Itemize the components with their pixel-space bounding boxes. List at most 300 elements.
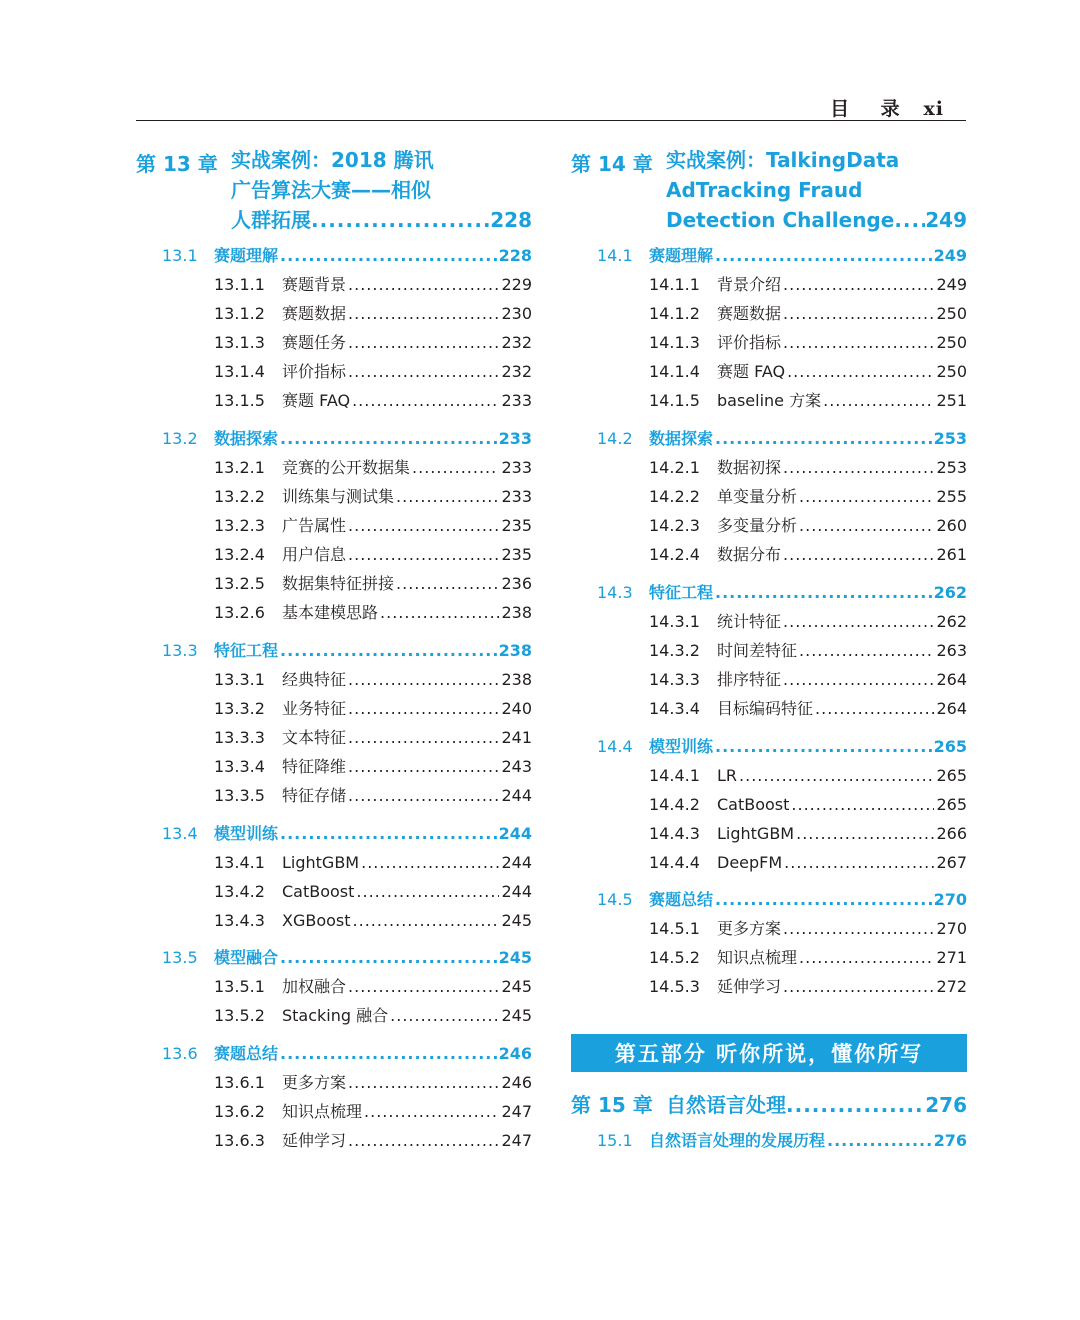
section-title: 特征工程 — [649, 583, 714, 602]
subsection-title: baseline 方案 — [717, 391, 822, 410]
chapter-page: 276 — [925, 1093, 967, 1117]
subsection-page: 238 — [501, 670, 532, 689]
leader-dots — [348, 359, 499, 385]
leader-dots — [348, 513, 499, 539]
toc-subsection[interactable] — [214, 974, 532, 1000]
part-five-banner[interactable]: 第五部分 听你所说，懂你所写 — [571, 1034, 967, 1072]
subsection-number: 14.4.4 — [649, 853, 700, 872]
subsection-page: 229 — [501, 275, 532, 294]
leader-dots — [783, 272, 934, 298]
toc-subsection[interactable] — [214, 542, 532, 568]
subsection-title: 知识点梳理 — [717, 948, 798, 967]
section-page: 276 — [933, 1131, 967, 1150]
toc-section[interactable] — [162, 638, 532, 664]
subsection-number: 14.2.1 — [649, 458, 700, 477]
subsection-page: 245 — [501, 911, 532, 930]
subsection-number: 13.1.2 — [214, 304, 265, 323]
toc-subsection[interactable] — [214, 388, 532, 414]
subsection-page: 250 — [936, 333, 967, 352]
toc-subsection[interactable] — [214, 879, 532, 905]
subsection-page: 270 — [936, 919, 967, 938]
section-title: 模型融合 — [214, 948, 279, 967]
subsection-number: 13.4.1 — [214, 853, 265, 872]
toc-subsection[interactable] — [214, 783, 532, 809]
section-title: 自然语言处理的发展历程 — [649, 1131, 826, 1150]
toc-subsection[interactable] — [214, 513, 532, 539]
toc-subsection[interactable] — [649, 945, 967, 971]
toc-section[interactable] — [597, 887, 967, 913]
subsection-number: 13.6.2 — [214, 1102, 265, 1121]
leader-dots — [715, 426, 932, 452]
subsection-title: 赛题数据 — [282, 304, 347, 323]
section-number: 14.1 — [597, 246, 633, 265]
leader-dots — [311, 205, 490, 235]
leader-dots — [412, 455, 499, 481]
leader-dots — [348, 1128, 499, 1154]
leader-dots — [796, 821, 934, 847]
subsection-number: 13.5.2 — [214, 1006, 265, 1025]
leader-dots — [380, 600, 499, 626]
subsection-title: 赛题任务 — [282, 333, 347, 352]
subsection-number: 14.3.3 — [649, 670, 700, 689]
subsection-title: LR — [717, 766, 738, 785]
leader-dots — [783, 974, 934, 1000]
subsection-number: 13.3.1 — [214, 670, 265, 689]
section-number: 13.4 — [162, 824, 198, 843]
leader-dots — [784, 850, 934, 876]
leader-dots — [396, 571, 499, 597]
toc-section[interactable] — [597, 734, 967, 760]
toc-subsection[interactable] — [214, 600, 532, 626]
subsection-number: 14.5.3 — [649, 977, 700, 996]
subsection-title: 背景介绍 — [717, 275, 782, 294]
subsection-page: 264 — [936, 699, 967, 718]
subsection-page: 232 — [501, 333, 532, 352]
toc-subsection[interactable] — [214, 571, 532, 597]
chapter-15-heading[interactable] — [571, 1090, 967, 1120]
subsection-number: 13.3.3 — [214, 728, 265, 747]
leader-dots — [783, 455, 934, 481]
chapter-number: 第 13 章 — [136, 152, 218, 176]
subsection-title: 广告属性 — [282, 516, 347, 535]
leader-dots — [786, 1090, 925, 1120]
toc-subsection[interactable] — [214, 484, 532, 510]
toc-subsection[interactable] — [649, 696, 967, 722]
subsection-number: 14.3.4 — [649, 699, 700, 718]
subsection-title: LightGBM — [282, 853, 360, 872]
subsection-number: 13.1.3 — [214, 333, 265, 352]
leader-dots — [356, 879, 499, 905]
section-title: 赛题理解 — [214, 246, 279, 265]
subsection-title: 赛题 FAQ — [282, 391, 351, 410]
subsection-page: 245 — [501, 1006, 532, 1025]
subsection-page: 247 — [501, 1102, 532, 1121]
subsection-title: 加权融合 — [282, 977, 347, 996]
leader-dots — [715, 734, 932, 760]
toc-subsection[interactable] — [649, 359, 967, 385]
section-number: 14.3 — [597, 583, 633, 602]
chapter-title-line: 广告算法大赛——相似 — [231, 178, 431, 202]
section-number: 13.3 — [162, 641, 198, 660]
subsection-title: 单变量分析 — [717, 487, 798, 506]
section-page: 244 — [498, 824, 532, 843]
subsection-title: 时间差特征 — [717, 641, 798, 660]
chapter-page: 228 — [490, 208, 532, 232]
section-number: 15.1 — [597, 1131, 633, 1150]
leader-dots — [894, 205, 925, 235]
subsection-number: 14.4.1 — [649, 766, 700, 785]
subsection-page: 238 — [501, 603, 532, 622]
subsection-number: 13.2.5 — [214, 574, 265, 593]
toc-subsection[interactable] — [649, 850, 967, 876]
subsection-title: 更多方案 — [282, 1073, 347, 1092]
subsection-number: 14.3.1 — [649, 612, 700, 631]
subsection-title: 数据分布 — [717, 545, 782, 564]
subsection-title: 知识点梳理 — [282, 1102, 363, 1121]
subsection-page: 236 — [501, 574, 532, 593]
toc-section[interactable] — [597, 243, 967, 269]
subsection-number: 14.5.2 — [649, 948, 700, 967]
subsection-title: 赛题 FAQ — [717, 362, 786, 381]
section-title: 赛题总结 — [649, 890, 714, 909]
subsection-page: 251 — [936, 391, 967, 410]
leader-dots — [799, 945, 934, 971]
chapter-13-heading[interactable] — [136, 143, 532, 239]
leader-dots — [715, 887, 932, 913]
subsection-number: 13.4.3 — [214, 911, 265, 930]
toc-subsection[interactable] — [214, 725, 532, 751]
section-number: 13.6 — [162, 1044, 198, 1063]
chapter-title-line — [231, 205, 532, 235]
toc-section[interactable] — [162, 945, 532, 971]
chapter-title-line: AdTracking Fraud — [666, 178, 863, 202]
section-number: 14.4 — [597, 737, 633, 756]
toc-section[interactable] — [597, 580, 967, 606]
page-header — [136, 92, 966, 121]
leader-dots — [364, 1099, 499, 1125]
toc-subsection[interactable] — [649, 301, 967, 327]
toc-subsection[interactable] — [214, 908, 532, 934]
toc-subsection[interactable] — [214, 1099, 532, 1125]
subsection-page: 250 — [936, 362, 967, 381]
subsection-title: 数据集特征拼接 — [282, 574, 395, 593]
leader-dots — [348, 272, 499, 298]
subsection-title: 数据初探 — [717, 458, 782, 477]
leader-dots — [348, 696, 499, 722]
subsection-page: 272 — [936, 977, 967, 996]
subsection-title: 赛题数据 — [717, 304, 782, 323]
section-number: 13.5 — [162, 948, 198, 967]
toc-section[interactable] — [162, 1041, 532, 1067]
subsection-number: 13.3.4 — [214, 757, 265, 776]
subsection-title: 用户信息 — [282, 545, 347, 564]
subsection-title: 特征降维 — [282, 757, 347, 776]
subsection-number: 14.1.1 — [649, 275, 700, 294]
subsection-page: 244 — [501, 853, 532, 872]
leader-dots — [783, 916, 934, 942]
leader-dots — [396, 484, 499, 510]
subsection-title: 评价指标 — [717, 333, 782, 352]
toc-subsection[interactable] — [649, 821, 967, 847]
toc-subsection[interactable] — [214, 1003, 532, 1029]
chapter-title-line: 实战案例：2018 腾讯 — [231, 148, 434, 172]
subsection-page: 233 — [501, 487, 532, 506]
subsection-title: LightGBM — [717, 824, 795, 843]
section-page: 270 — [933, 890, 967, 909]
section-page: 246 — [498, 1044, 532, 1063]
subsection-number: 13.2.1 — [214, 458, 265, 477]
subsection-page: 263 — [936, 641, 967, 660]
subsection-page: 265 — [936, 795, 967, 814]
section-title: 数据探索 — [214, 429, 279, 448]
subsection-number: 14.3.2 — [649, 641, 700, 660]
toc-section[interactable] — [162, 243, 532, 269]
toc-section[interactable] — [162, 821, 532, 847]
toc-subsection[interactable] — [649, 542, 967, 568]
chapter-14-heading[interactable] — [571, 143, 967, 239]
leader-dots — [715, 243, 932, 269]
subsection-number: 13.3.2 — [214, 699, 265, 718]
toc-subsection[interactable] — [214, 696, 532, 722]
subsection-number: 14.4.3 — [649, 824, 700, 843]
chapter-title-text: Detection Challenge — [666, 208, 895, 232]
subsection-page: 271 — [936, 948, 967, 967]
section-title: 数据探索 — [649, 429, 714, 448]
leader-dots — [791, 792, 934, 818]
section-page: 233 — [498, 429, 532, 448]
subsection-page: 264 — [936, 670, 967, 689]
section-number: 13.2 — [162, 429, 198, 448]
subsection-title: 统计特征 — [717, 612, 782, 631]
subsection-number: 13.2.2 — [214, 487, 265, 506]
subsection-number: 14.1.3 — [649, 333, 700, 352]
subsection-number: 14.1.5 — [649, 391, 700, 410]
chapter-number: 第 14 章 — [571, 152, 653, 176]
subsection-page: 253 — [936, 458, 967, 477]
subsection-number: 13.4.2 — [214, 882, 265, 901]
subsection-page: 232 — [501, 362, 532, 381]
toc-subsection[interactable] — [649, 638, 967, 664]
leader-dots — [280, 945, 497, 971]
chapter-title-line: 实战案例：TalkingData — [666, 148, 900, 172]
toc-section[interactable] — [162, 426, 532, 452]
toc-subsection[interactable] — [214, 850, 532, 876]
subsection-title: DeepFM — [717, 853, 783, 872]
subsection-number: 13.1.5 — [214, 391, 265, 410]
leader-dots — [783, 609, 934, 635]
subsection-title: 文本特征 — [282, 728, 347, 747]
toc-subsection[interactable] — [649, 272, 967, 298]
section-title: 模型训练 — [649, 737, 714, 756]
leader-dots — [827, 1128, 932, 1154]
toc-subsection[interactable] — [649, 330, 967, 356]
subsection-page: 243 — [501, 757, 532, 776]
subsection-title: 赛题背景 — [282, 275, 347, 294]
leader-dots — [353, 908, 500, 934]
leader-dots — [280, 243, 497, 269]
chapter-page: 249 — [925, 208, 967, 232]
toc-subsection[interactable] — [214, 272, 532, 298]
toc-subsection[interactable] — [214, 330, 532, 356]
subsection-page: 255 — [936, 487, 967, 506]
toc-subsection[interactable] — [214, 1070, 532, 1096]
leader-dots — [348, 754, 499, 780]
subsection-number: 14.1.2 — [649, 304, 700, 323]
toc-subsection[interactable] — [214, 359, 532, 385]
toc-subsection[interactable] — [649, 455, 967, 481]
subsection-page: 267 — [936, 853, 967, 872]
leader-dots — [823, 388, 934, 414]
toc-subsection[interactable] — [214, 455, 532, 481]
leader-dots — [783, 301, 934, 327]
leader-dots — [280, 426, 497, 452]
subsection-page: 262 — [936, 612, 967, 631]
subsection-page: 244 — [501, 882, 532, 901]
subsection-number: 14.2.4 — [649, 545, 700, 564]
subsection-title: 特征存储 — [282, 786, 347, 805]
toc-section[interactable] — [597, 426, 967, 452]
toc-section[interactable] — [597, 1128, 967, 1154]
subsection-page: 247 — [501, 1131, 532, 1150]
subsection-title: 更多方案 — [717, 919, 782, 938]
subsection-title: 训练集与测试集 — [282, 487, 395, 506]
subsection-number: 14.1.4 — [649, 362, 700, 381]
leader-dots — [280, 1041, 497, 1067]
toc-subsection[interactable] — [649, 792, 967, 818]
section-page: 228 — [498, 246, 532, 265]
subsection-number: 14.5.1 — [649, 919, 700, 938]
leader-dots — [352, 388, 499, 414]
subsection-number: 13.2.6 — [214, 603, 265, 622]
subsection-page: 235 — [501, 545, 532, 564]
leader-dots — [348, 667, 499, 693]
subsection-title: 排序特征 — [717, 670, 782, 689]
subsection-number: 13.1.1 — [214, 275, 265, 294]
subsection-page: 260 — [936, 516, 967, 535]
toc-subsection[interactable] — [649, 916, 967, 942]
subsection-page: 233 — [501, 391, 532, 410]
subsection-title: 业务特征 — [282, 699, 347, 718]
leader-dots — [280, 821, 497, 847]
subsection-page: 265 — [936, 766, 967, 785]
section-title: 赛题总结 — [214, 1044, 279, 1063]
subsection-page: 235 — [501, 516, 532, 535]
section-number: 13.1 — [162, 246, 198, 265]
subsection-number: 14.2.3 — [649, 516, 700, 535]
leader-dots — [348, 301, 499, 327]
leader-dots — [280, 638, 497, 664]
subsection-number: 13.6.3 — [214, 1131, 265, 1150]
leader-dots — [348, 974, 499, 1000]
subsection-number: 13.1.4 — [214, 362, 265, 381]
subsection-title: 基本建模思路 — [282, 603, 379, 622]
subsection-number: 13.2.3 — [214, 516, 265, 535]
leader-dots — [348, 1070, 499, 1096]
subsection-page: 245 — [501, 977, 532, 996]
leader-dots — [390, 1003, 499, 1029]
leader-dots — [799, 484, 934, 510]
leader-dots — [783, 667, 934, 693]
leader-dots — [787, 359, 934, 385]
subsection-title: CatBoost — [717, 795, 790, 814]
subsection-title: 多变量分析 — [717, 516, 798, 535]
subsection-title: 竞赛的公开数据集 — [282, 458, 411, 477]
toc-subsection[interactable] — [649, 667, 967, 693]
header-text: 目 录 xi — [830, 98, 944, 120]
toc-subsection[interactable] — [214, 301, 532, 327]
subsection-number: 13.2.4 — [214, 545, 265, 564]
subsection-page: 233 — [501, 458, 532, 477]
leader-dots — [739, 763, 934, 789]
toc-subsection[interactable] — [649, 388, 967, 414]
subsection-title: 评价指标 — [282, 362, 347, 381]
leader-dots — [799, 638, 934, 664]
chapter-title-text: 人群拓展 — [231, 208, 311, 232]
section-page: 265 — [933, 737, 967, 756]
leader-dots — [815, 696, 934, 722]
toc-subsection[interactable] — [214, 667, 532, 693]
section-page: 238 — [498, 641, 532, 660]
subsection-page: 244 — [501, 786, 532, 805]
leader-dots — [348, 783, 499, 809]
chapter-title-line — [666, 205, 967, 235]
subsection-title: 延伸学习 — [282, 1131, 347, 1150]
leader-dots — [783, 330, 934, 356]
leader-dots — [348, 330, 499, 356]
subsection-page: 261 — [936, 545, 967, 564]
leader-dots — [361, 850, 499, 876]
section-title: 特征工程 — [214, 641, 279, 660]
subsection-title: 延伸学习 — [717, 977, 782, 996]
leader-dots — [348, 725, 499, 751]
subsection-number: 13.6.1 — [214, 1073, 265, 1092]
subsection-title: 目标编码特征 — [717, 699, 814, 718]
chapter-title: 自然语言处理 — [666, 1093, 786, 1117]
toc-subsection[interactable] — [214, 754, 532, 780]
leader-dots — [799, 513, 934, 539]
chapter-number: 第 15 章 — [571, 1093, 653, 1117]
subsection-title: XGBoost — [282, 911, 351, 930]
subsection-title: Stacking 融合 — [282, 1006, 389, 1025]
toc-subsection[interactable] — [649, 609, 967, 635]
subsection-number: 13.3.5 — [214, 786, 265, 805]
subsection-page: 249 — [936, 275, 967, 294]
toc-subsection[interactable] — [649, 513, 967, 539]
section-page: 262 — [933, 583, 967, 602]
toc-subsection[interactable] — [649, 484, 967, 510]
leader-dots — [715, 580, 932, 606]
leader-dots — [348, 542, 499, 568]
toc-subsection[interactable] — [649, 763, 967, 789]
subsection-number: 14.4.2 — [649, 795, 700, 814]
subsection-page: 230 — [501, 304, 532, 323]
section-number: 14.2 — [597, 429, 633, 448]
subsection-page: 250 — [936, 304, 967, 323]
subsection-number: 13.5.1 — [214, 977, 265, 996]
subsection-page: 246 — [501, 1073, 532, 1092]
subsection-page: 266 — [936, 824, 967, 843]
section-page: 249 — [933, 246, 967, 265]
section-title: 模型训练 — [214, 824, 279, 843]
subsection-page: 240 — [501, 699, 532, 718]
subsection-title: CatBoost — [282, 882, 355, 901]
subsection-page: 241 — [501, 728, 532, 747]
subsection-number: 14.2.2 — [649, 487, 700, 506]
toc-subsection[interactable] — [649, 974, 967, 1000]
section-number: 14.5 — [597, 890, 633, 909]
section-page: 253 — [933, 429, 967, 448]
toc-subsection[interactable] — [214, 1128, 532, 1154]
